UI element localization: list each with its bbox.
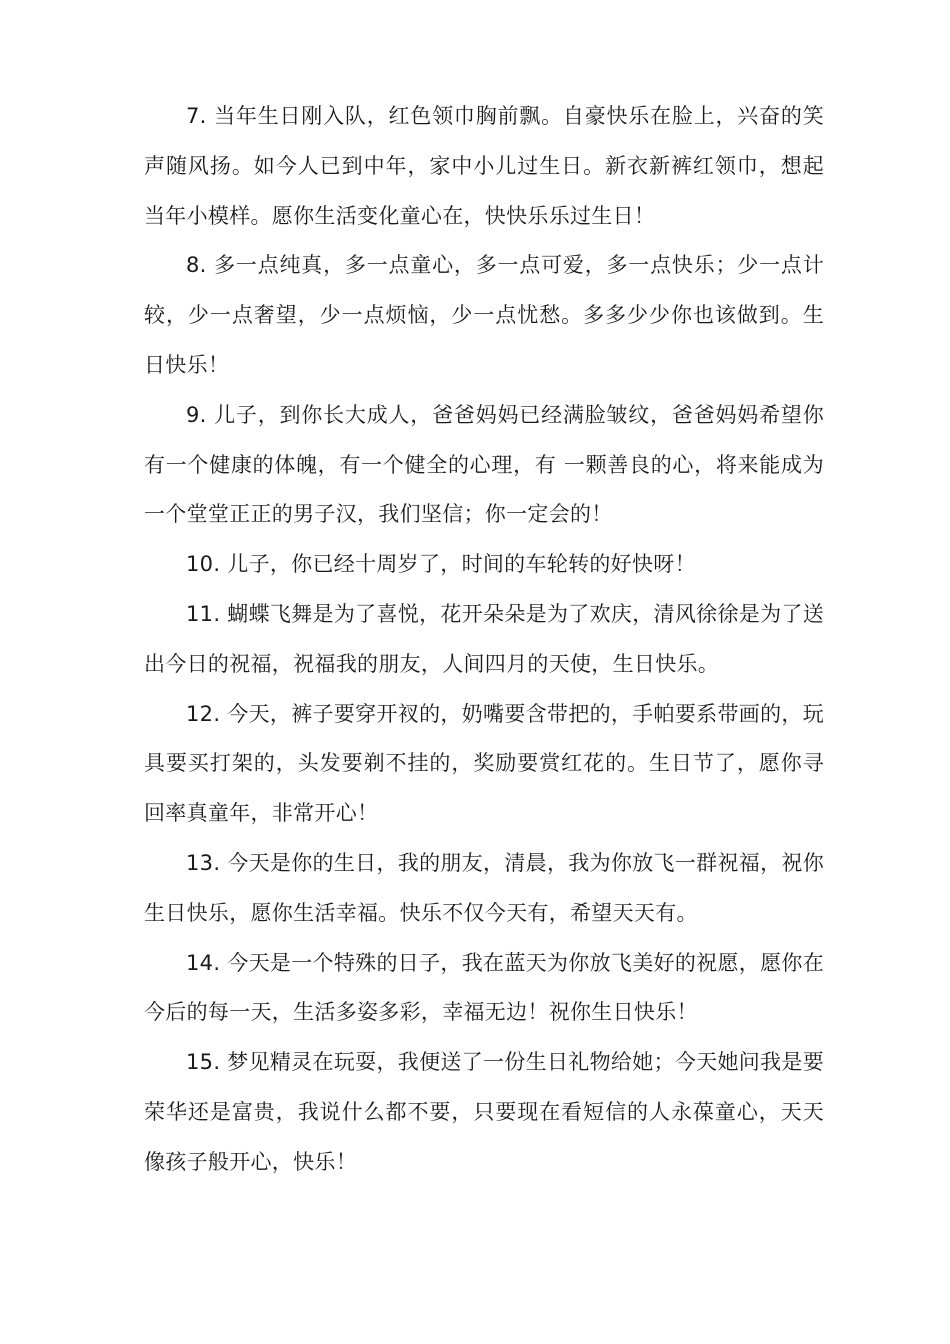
paragraph-7: 7. 当年生日刚入队，红色领巾胸前飘。自豪快乐在脸上，兴奋的笑声随风扬。如今人已到中年，家中小儿过生日。新衣新裤红领巾，想起当年小模样。愿你生活变化童心在，快快乐乐过生日！	[144, 104, 824, 228]
paragraph-14: 14. 今天是一个特殊的日子，我在蓝天为你放飞美好的祝愿，愿你在今后的每一天，生活多姿多彩，幸福无边！祝你生日快乐！	[144, 950, 824, 1025]
paragraph-9: 9. 儿子，到你长大成人，爸爸妈妈已经满脸皱纹，爸爸妈妈希望你有一个健康的体魄，有一个健全的心理，有 一颗善良的心，将来能成为一个堂堂正正的男子汉，我们坚信；你一定会的！	[144, 402, 824, 527]
paragraph-12: 12. 今天，裤子要穿开衩的，奶嘴要含带把的，手帕要系带画的，玩具要买打架的，头发要剃不挂的，奖励要赏红花的。生日节了，愿你寻回率真童年，非常开心！	[144, 701, 824, 826]
paragraph-8: 8. 多一点纯真，多一点童心，多一点可爱，多一点快乐；少一点计较，少一点奢望，少一点烦恼，少一点忧愁。多多少少你也该做到。生日快乐！	[144, 253, 824, 377]
paragraph-15: 15. 梦见精灵在玩耍，我便送了一份生日礼物给她；今天她问我是要荣华还是富贵，我说什么都不要，只要现在看短信的人永葆童心，天天像孩子般开心，快乐！	[144, 1050, 824, 1174]
paragraph-11: 11. 蝴蝶飞舞是为了喜悦，花开朵朵是为了欢庆，清风徐徐是为了送出今日的祝福，祝福我的朋友，人间四月的天使，生日快乐。	[144, 601, 824, 676]
document-body	[144, 92, 824, 1188]
paragraph-10: 10. 儿子，你已经十周岁了，时间的车轮转的好快呀！	[186, 552, 696, 577]
paragraph-13: 13. 今天是你的生日，我的朋友，清晨，我为你放飞一群祝福，祝你生日快乐，愿你生活幸福。快乐不仅今天有，希望天天有。	[144, 850, 824, 925]
